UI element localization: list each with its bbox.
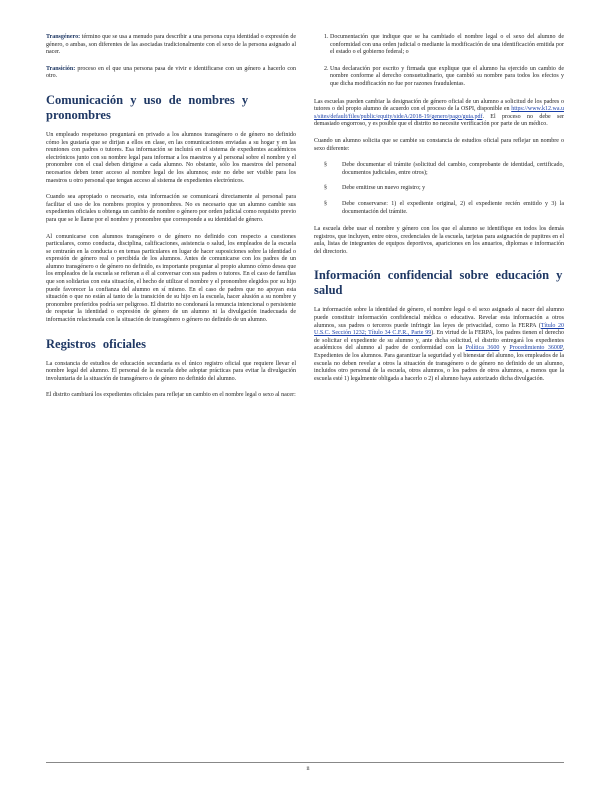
policy-3600-link[interactable]: Política 3600 bbox=[465, 345, 500, 352]
paragraph: Al comunicarse con alumnos transgénero o de género no definido con respecto a cuestiones particulares, como conducta, disciplina, calificaciones, asistencia o salud, los empleados de la escuela se centrarán en la conducta o en temas particulares en lugar de hacer suposiciones sobre la identidad o expresión de género real o percibida de los alumnos. Antes de comunicarse con los padres de un alumno transgénero o de género no definido, es importante preguntar al propio alumno cómo desea que los empleados de la escuela se refieran a él al conversar con sus padres o tutores. En el caso de familias que son solidarias con esta situación, el hecho de utilizar el nombre y el pronombre elegidos por su hijo puede favorecer la confianza del alumno en sí mismo. En el caso de padres que no apoyan esta situación o que no están al tanto de la transición de su hijo en la escuela, hacer alusión a su nombre y pronombre preferidos podría ser peligroso. El distrito no condonará la renuncia intencional o persistente de respetar la identidad o expresión de género de un alumno ni la divulgación inadecuada de información relacionada con la situación de transgénero o género no definido de un alumno. bbox=[46, 233, 296, 324]
bullet-list bbox=[314, 162, 564, 216]
list-item-text: Debe emitirse un nuevo registro; y bbox=[342, 185, 426, 192]
glossary-definition: proceso en el que una persona pasa de vivir e identificarse con un género a hacerlo con otro. bbox=[46, 65, 297, 80]
paragraph bbox=[314, 99, 564, 129]
list-item bbox=[314, 201, 564, 216]
paragraph-text: , Expedientes de los alumnos. Para garantizar la seguridad y el bienestar del alumno, los empleados de la escuela no deben revelar a otros la situación de transgénero o de género no definido de un alumno, incluidos otro personal de la escuela, otros alumnos, o los padres de otros alumnos, a menos que la escuela esté 1) legalmente obligada a hacerlo o 2) el alumno haya autorizado dicha divulgación. bbox=[314, 345, 565, 382]
page-number: ii bbox=[306, 766, 310, 772]
bullet-marker: § bbox=[324, 185, 327, 192]
section-heading-official-records: Registros oficiales bbox=[46, 336, 146, 351]
list-item-text: Debe conservarse: 1) el expediente original, 2) el expediente recién emitido y 3) la documentación del trámite. bbox=[342, 200, 564, 215]
paragraph bbox=[314, 307, 564, 383]
bullet-marker: § bbox=[324, 200, 327, 207]
footer-divider bbox=[46, 762, 564, 763]
numbered-list bbox=[314, 34, 564, 89]
glossary-term: Transgénero: bbox=[46, 34, 81, 40]
section-heading-confidential-info: Información confidencial sobre educación y salud bbox=[314, 268, 563, 298]
list-item: 2. Una declaración por escrito y firmada que explique que el alumno ha ejercido un cambio de nombre conforme al derecho consuetudinario, que cambió su nombre para todos los efectos y que dicha modificación no fue por razones fraudulentas. bbox=[330, 66, 564, 89]
paragraph: La constancia de estudios de educación secundaria es el único registro oficial que requiere llevar el nombre legal del alumno. El personal de la escuela debe adoptar prácticas para evitar la divulgación involuntaria de la situación de transgénero o de género no definido del alumno. bbox=[46, 360, 296, 382]
list-item-text: Debe documentar el trámite (solicitud del cambio, comprobante de identidad, certificado, documentos judiciales, entre otros); bbox=[342, 162, 564, 176]
glossary-term: Transición: bbox=[46, 65, 76, 72]
paragraph: Cuando un alumno solicita que se cambie su constancia de estudios oficial para reflejar un nombre o sexo diferente: bbox=[314, 137, 564, 152]
left-column bbox=[46, 34, 296, 409]
glossary-definition: término que se usa a menudo para describir a una persona cuya identidad o expresión de género, o ambas, son diferentes de las asociadas tradicionalmente con el sexo de la persona asignado al nacer. bbox=[46, 34, 296, 56]
bullet-marker: § bbox=[324, 162, 327, 169]
paragraph: El distrito cambiará los expedientes oficiales para reflejar un cambio en el nombre legal o sexo al nacer: bbox=[46, 392, 296, 399]
paragraph-text: Las escuelas pueden cambiar la designación de género oficial de un alumno a solicitud de los padres o tutores o del propio alumno de acuerdo con el proceso de la OSPI, disponible en bbox=[314, 98, 564, 113]
paragraph: Un empleado respetuoso preguntará en privado a los alumnos transgénero o de género no definido cómo les gustaría que se dirijan a ellos en clase, en las comunicaciones enviadas a su hogar y en las reuniones con padres o tutores. Esa información se incluirá en el sistema de expedientes académicos electrónicos junto con su nombre legal para informar a los maestros y al personal sobre el nombre y el pronombre con el cual deben dirigirse a cada alumno. No obstante, sólo los maestros del personal necesarios deben tener acceso al nombre legal de los alumnos; este no debe ser visible para los maestros u otro personal que tengan acceso al sistema de expedientes electrónicos. bbox=[46, 131, 296, 184]
list-item bbox=[314, 162, 564, 177]
list-item: 1. Documentación que indique que se ha cambiado el nombre legal o el sexo del alumno de conformidad con una orden judicial o mediante la modificación de una identificación emitida por el estado o el gobierno federal; o bbox=[330, 34, 564, 57]
right-column bbox=[314, 34, 564, 392]
paragraph-text: ). En virtud de la FERPA, los padres tienen el derecho de solicitar el expediente de su alumno y, ante dicha solicitud, el distrito entregará los expedientes académicos del alumno al padre de conformidad con la bbox=[314, 330, 565, 352]
paragraph: La escuela debe usar el nombre y género con los que el alumno se identifique en todos los demás registros, que incluyen, entre otros, credenciales de la escuela, tarjetas para asignación de pupitres en el aula, listas de integrantes de equipos deportivos, apariciones en los anuarios, diplomas e información del directorio. bbox=[314, 226, 564, 255]
glossary-entry-transition bbox=[46, 66, 296, 81]
paragraph: Cuando sea apropiado o necesario, esta información se comunicará directamente al personal para facilitar el uso de los nombres propios y pronombres. No es necesario que un alumno cambie sus expedientes oficiales u obtenga un cambio de nombre o género por orden judicial como requisito previo para que se le llame por el nombre y pronombre que corresponde a su identidad de género. bbox=[46, 194, 296, 223]
glossary-entry-transgender bbox=[46, 34, 296, 57]
list-item bbox=[314, 185, 564, 193]
paragraph-text: y bbox=[499, 345, 510, 352]
paragraph-text: La información sobre la identidad de género, el nombre legal o el sexo asignado al nacer del alumno puede constituir información confidencial médica o educativa. Revelar esta información a otros alumnos, sus padres o terceros puede infringir las leyes de privacidad, como la FERPA ( bbox=[314, 307, 564, 329]
ospi-process-link[interactable]: https://www.k12.wa.us/sites/default/files/public/equity/sideA/2018-19/genero/pago/guia.pdf bbox=[314, 106, 564, 120]
paragraph-text: . El proceso no debe ser demasiado engorroso, y es posible que el distrito no necesite verificación por parte de un médico. bbox=[314, 113, 564, 128]
ferpa-statute-link[interactable]: Título 20 U.S.C. Sección 1232; Título 34 C.F.R., Parte 99 bbox=[314, 322, 564, 337]
section-heading-communication: Comunicación y uso de nombres y pronombres bbox=[46, 92, 249, 122]
procedure-3600p-link[interactable]: Procedimiento 3600P bbox=[509, 345, 563, 352]
